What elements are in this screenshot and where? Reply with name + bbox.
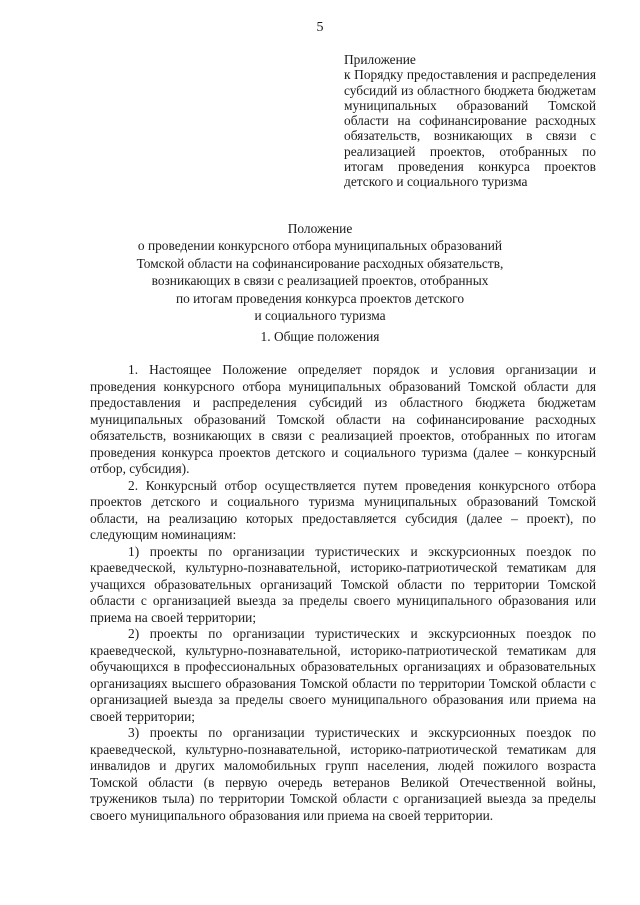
- section-heading: 1. Общие положения: [260, 329, 380, 344]
- nomination-1: 1) проекты по организации туристических и экскурсионных поездок по краеведческой, культурно-познавательной, историко-патриотической тематикам для учащихся образовательных организаций Томской области по территории Томской области с организацией выезда за пределы своего муниципального образования или приема на своей территории;: [90, 543, 596, 625]
- nomination-3: 3) проекты по организации туристических и экскурсионных поездок по краеведческой, культурно-познавательной, историко-патриотической тематикам для инвалидов и других маломобильных групп населения, людей пожилого возраста Томской области (в первую очередь ветеранов Великой Отечественной войны, тружеников тыла) по территории Томской области с организацией выезда за пределы своего муниципального образования или приема на своей территории.: [90, 725, 596, 823]
- document-title-line-5: по итогам проведения конкурса проектов детского: [175, 290, 465, 306]
- appendix-block: [344, 52, 596, 190]
- document-title-line-2: о проведении конкурсного отбора муниципальных образований: [137, 238, 503, 254]
- document-title-line-4: возникающих в связи с реализацией проектов, отобранных: [151, 273, 489, 289]
- document-title: [100, 220, 540, 324]
- document-title-line-1: Положение: [287, 221, 353, 236]
- paragraph-1: 1. Настоящее Положение определяет порядок и условия организации и проведения конкурсного отбора муниципальных образований Томской области для предоставления и распределения субсидий из областного бюджета бюджетам муниципальных образований Томской области на софинансирование расходных обязательств, возникающих в связи с реализацией проектов, отобранных по итогам проведения конкурса проектов детского и социального туризма (далее – конкурсный отбор, субсидия).: [90, 362, 596, 476]
- body-text: [90, 362, 596, 824]
- document-title-line-6: и социального туризма: [254, 308, 386, 324]
- appendix-title: Приложение: [344, 52, 416, 67]
- nomination-2: 2) проекты по организации туристических и экскурсионных поездок по краеведческой, культурно-познавательной, историко-патриотической тематикам для обучающихся в профессиональных образовательных организациях и образовательных организациях высшего образования Томской области по территории Томской области с организацией выезда за пределы своего муниципального образования или приема на своей территории;: [90, 626, 596, 724]
- paragraph-2: 2. Конкурсный отбор осуществляется путем проведения конкурсного отбора проектов детского и социального туризма муниципальных образований Томской области, на реализацию которых предоставляется субсидия (далее – проект), по следующим номинациям:: [90, 477, 596, 542]
- document-title-line-3: Томской области на софинансирование расходных обязательств,: [136, 255, 504, 271]
- page-number: 5: [316, 20, 324, 35]
- appendix-text: к Порядку предоставления и распределения субсидий из областного бюджета бюджетам муниципальных образований Томской области на софинансирование расходных обязательств, возникающих в связи с реализацией проектов, отобранных по итогам проведения конкурса проектов детского и социального туризма: [344, 67, 596, 190]
